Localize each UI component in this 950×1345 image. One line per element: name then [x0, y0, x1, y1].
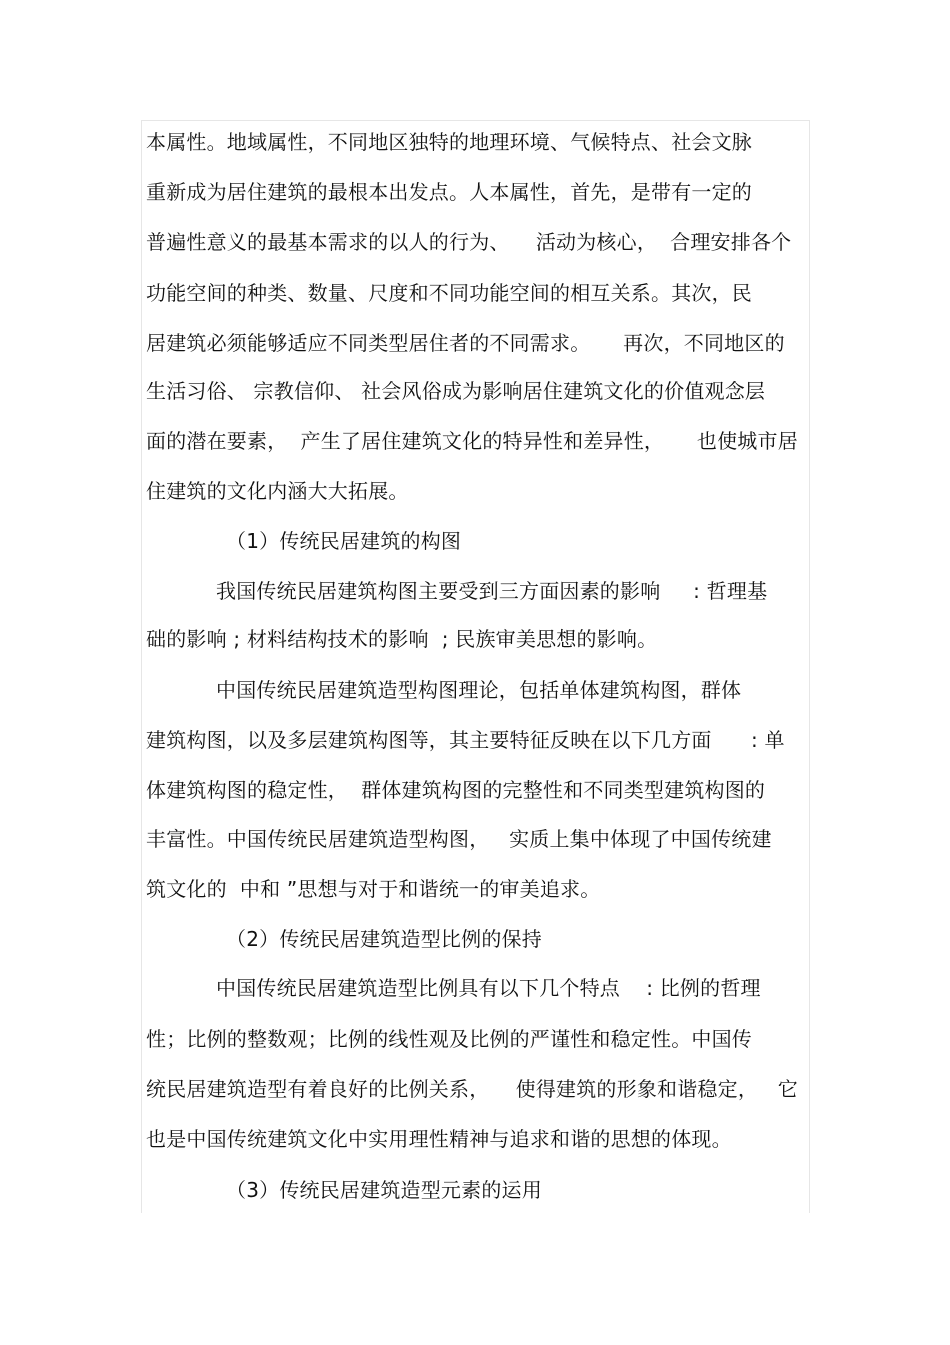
- paragraph-line: 中国传统民居建筑造型比例具有以下几个特点 : 比例的哲理: [216, 976, 761, 1000]
- paragraph-line: 重新成为居住建筑的最根本出发点。人本属性，首先，是带有一定的: [146, 180, 752, 204]
- paragraph-line: 也是中国传统建筑文化中实用理性精神与追求和谐的思想的体现。: [146, 1127, 732, 1151]
- paragraph-line: 面的潜在要素， 产生了居住建筑文化的特异性和差异性， 也使城市居: [146, 429, 798, 453]
- paragraph-line: 生活习俗、 宗教信仰、 社会风俗成为影响居住建筑文化的价值观念层: [146, 379, 766, 403]
- paragraph-line: 普遍性意义的最基本需求的以人的行为、 活动为核心， 合理安排各个: [146, 230, 792, 254]
- paragraph-line: 建筑构图，以及多层建筑构图等，其主要特征反映在以下几方面 : 单: [146, 728, 785, 752]
- paragraph-line: 本属性。地域属性，不同地区独特的地理环境、气候特点、社会文脉: [146, 130, 752, 154]
- paragraph-line: 居建筑必须能够适应不同类型居住者的不同需求。 再次，不同地区的: [146, 331, 785, 355]
- paragraph-line: 础的影响 ; 材料结构技术的影响 ; 民族审美思想的影响。: [146, 627, 658, 651]
- paragraph-line: 中国传统民居建筑造型构图理论，包括单体建筑构图，群体: [216, 678, 742, 702]
- section-heading: （1）传统民居建筑的构图: [226, 529, 462, 553]
- paragraph-line: 性；比例的整数观；比例的线性观及比例的严谨性和稳定性。中国传: [146, 1027, 752, 1051]
- section-heading: （3）传统民居建筑造型元素的运用: [226, 1178, 542, 1202]
- paragraph-line: 筑文化的 中和 ”思想与对于和谐统一的审美追求。: [146, 877, 601, 901]
- section-heading: （2）传统民居建筑造型比例的保持: [226, 927, 542, 951]
- paragraph-line: 体建筑构图的稳定性， 群体建筑构图的完整性和不同类型建筑构图的: [146, 778, 766, 802]
- paragraph-line: 统民居建筑造型有着良好的比例关系， 使得建筑的形象和谐稳定， 它: [146, 1077, 798, 1101]
- paragraph-line: 丰富性。中国传统民居建筑造型构图， 实质上集中体现了中国传统建: [146, 827, 772, 851]
- paragraph-line: 我国传统民居建筑构图主要受到三方面因素的影响 : 哲理基: [216, 579, 768, 603]
- paragraph-line: 功能空间的种类、数量、尺度和不同功能空间的相互关系。其次，民: [146, 281, 752, 305]
- paragraph-line: 住建筑的文化内涵大大拓展。: [146, 479, 409, 503]
